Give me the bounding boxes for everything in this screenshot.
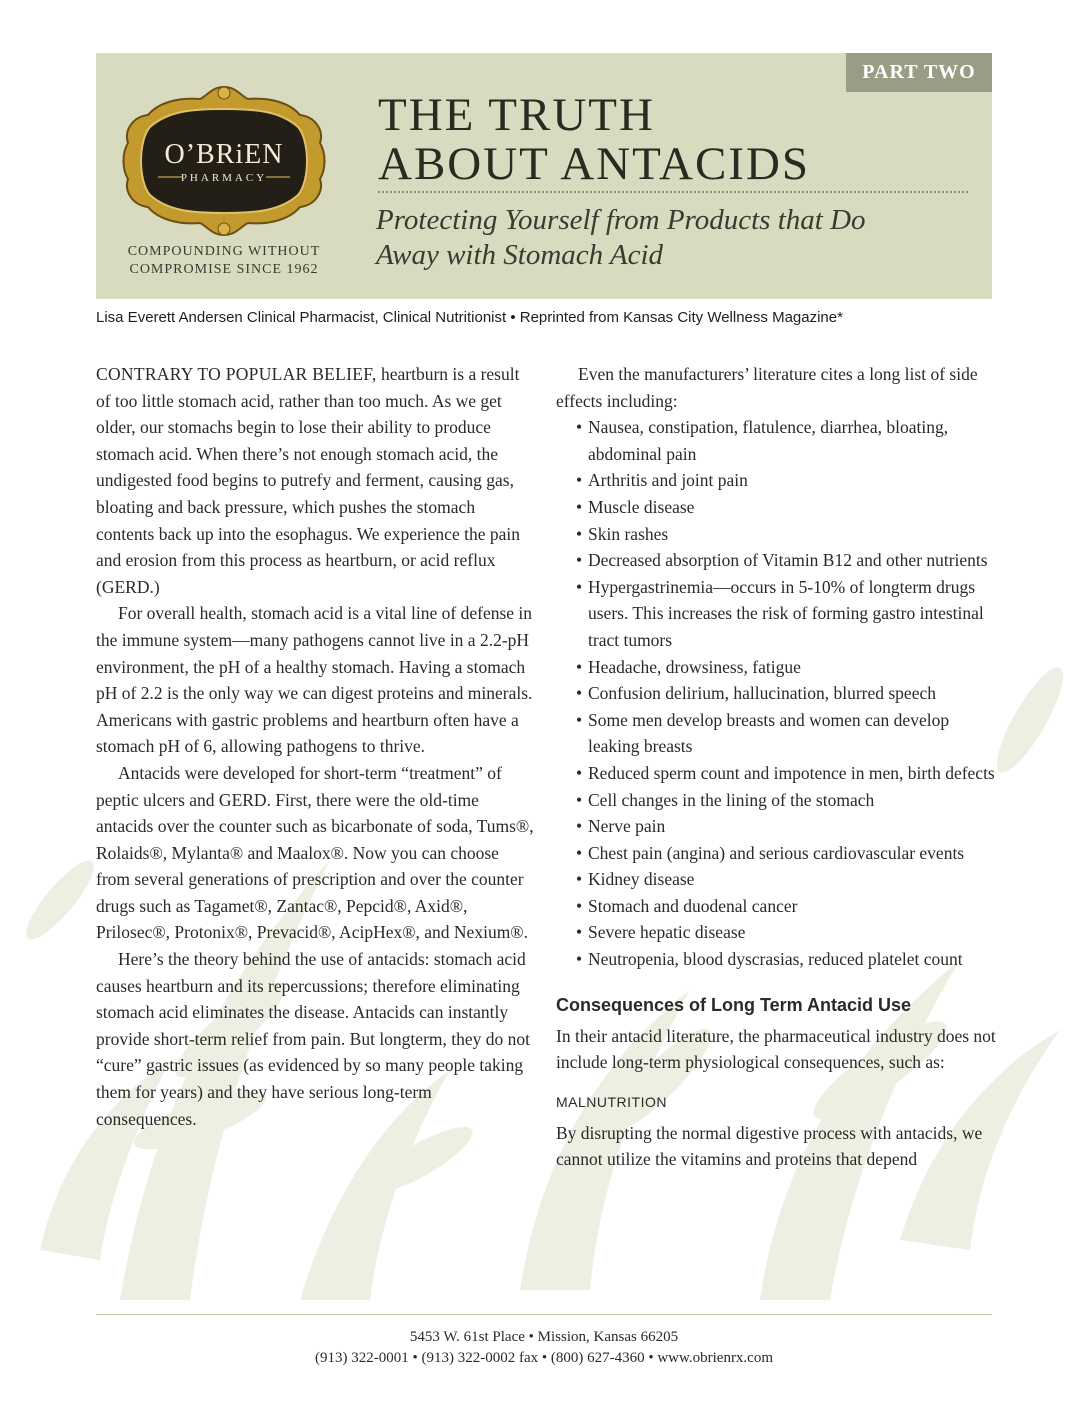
section-heading: Consequences of Long Term Antacid Use bbox=[556, 994, 912, 1015]
page-subtitle: Protecting Yourself from Products that Do Away with Stomach Acid bbox=[376, 204, 866, 271]
paragraph-consequences: In their antacid literature, the pharmaceutical industry does not include long-term physiological consequences, such as: bbox=[556, 1025, 996, 1073]
footer bbox=[96, 1327, 992, 1369]
list-item: • Nerve pain bbox=[556, 813, 996, 840]
right-column bbox=[556, 361, 996, 1173]
title-divider bbox=[378, 191, 968, 193]
list-item: • Chest pain (angina) and serious cardiovascular events bbox=[556, 840, 996, 867]
list-item: • Confusion delirium, hallucination, blurred speech bbox=[556, 680, 996, 707]
page-title: THE TRUTH ABOUT ANTACIDS bbox=[378, 89, 811, 190]
list-item: • Nausea, constipation, flatulence, diarrhea, bloating, abdominal pain bbox=[556, 414, 996, 467]
logo-name: O’BRiEN bbox=[164, 139, 284, 170]
list-item: • Arthritis and joint pain bbox=[556, 467, 996, 494]
list-item: • Kidney disease bbox=[556, 866, 996, 893]
list-item: • Reduced sperm count and impotence in men, birth defects bbox=[556, 760, 996, 787]
list-item: • Skin rashes bbox=[556, 521, 996, 548]
list-item: • Some men develop breasts and women can develop leaking breasts bbox=[556, 707, 996, 760]
logo-subtitle: PHARMACY bbox=[180, 172, 268, 184]
footer-address: 5453 W. 61st Place • Mission, Kansas 66205 bbox=[409, 1329, 679, 1345]
lead-caps: CONTRARY TO POPULAR BELIEF, bbox=[96, 364, 377, 384]
list-item: • Neutropenia, blood dyscrasias, reduced platelet count bbox=[556, 946, 996, 973]
paragraph-intro: CONTRARY TO POPULAR BELIEF, heartburn is a result of too little stomach acid, rather than too much. As we get older, our stomachs begin to lose their ability to produce stomach acid. When there’s not enough stomach acid, the undigested food begins to putrefy and ferment, causing gas, bloating and back pressure, which pushes the stomach contents back up into the esophagus. We experience the pain and erosion from this process as heartburn, or acid reflux (GERD.) bbox=[96, 364, 520, 597]
paragraph-malnutrition: By disrupting the normal digestive process with antacids, we cannot utilize the vitamins and proteins that depend bbox=[556, 1122, 983, 1170]
paragraph-antacids: Antacids were developed for short-term “treatment” of peptic ulcers and GERD. First, there were the old-time antacids over the counter such as bicarbonate of soda, Tums®, Rolaids®, Mylanta® and Maalox®. Now you can choose from several generations of prescription and over the counter drugs such as Tagamet®, Zantac®, Pepcid®, Axid®, Prilosec®, Protonix®, Prevacid®, AcipHex®, and Nexium®. bbox=[96, 762, 534, 943]
subsection-heading: MALNUTRITION bbox=[556, 1093, 667, 1110]
left-column bbox=[96, 361, 536, 1132]
paragraph-immune: For overall health, stomach acid is a vital line of defense in the immune system—many pathogens cannot live in a 2.2-pH environment, the pH of a healthy stomach. Having a stomach pH of 2.2 is the only way we can digest proteins and minerals. Americans with gastric problems and heartburn often have a stomach pH of 6, allowing pathogens to thrive. bbox=[96, 603, 533, 757]
header-band bbox=[96, 53, 992, 299]
list-item: • Stomach and duodenal cancer bbox=[556, 893, 996, 920]
paragraph-theory: Here’s the theory behind the use of antacids: stomach acid causes heartburn and its repercussions; therefore eliminating stomach acid eliminates the disease. Antacids can instantly provide short-term relief from pain. But longterm, they do not “cure” gastric issues (as evidenced by so many people taking them for years) and they have serious long-term consequences. bbox=[96, 949, 530, 1129]
list-item: • Muscle disease bbox=[556, 494, 996, 521]
footer-contact: (913) 322-0001 • (913) 322-0002 fax • (800) 627-4360 • www.obrienrx.com bbox=[314, 1350, 774, 1366]
tagline: COMPOUNDING WITHOUT COMPROMISE SINCE 1962 bbox=[127, 244, 321, 277]
list-item: • Hypergastrinemia—occurs in 5-10% of longterm drugs users. This increases the risk of forming gastro intestinal tract tumors bbox=[556, 574, 996, 654]
list-item: • Headache, drowsiness, fatigue bbox=[556, 654, 996, 681]
side-effects-list bbox=[556, 414, 996, 972]
list-item: • Severe hepatic disease bbox=[556, 919, 996, 946]
footer-divider bbox=[96, 1314, 992, 1315]
list-item: • Decreased absorption of Vitamin B12 and other nutrients bbox=[556, 547, 996, 574]
byline: Lisa Everett Andersen Clinical Pharmacist, Clinical Nutritionist • Reprinted from Kansas City Wellness Magazine* bbox=[96, 309, 843, 326]
pharmacy-logo bbox=[120, 81, 328, 241]
list-item: • Cell changes in the lining of the stomach bbox=[556, 787, 996, 814]
part-badge: PART TWO bbox=[846, 53, 992, 92]
paragraph-side-effects-intro: Even the manufacturers’ literature cites a long list of side effects including: bbox=[556, 364, 978, 411]
